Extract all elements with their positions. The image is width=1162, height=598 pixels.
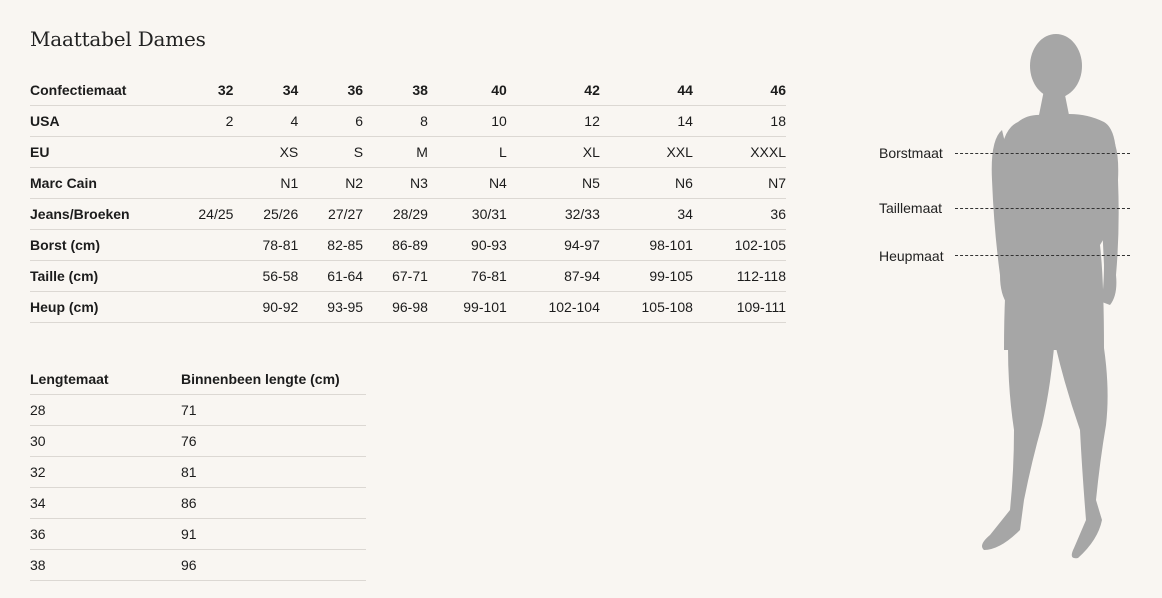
row-label: Taille (cm) xyxy=(30,261,170,292)
table-cell: 6 xyxy=(298,106,363,137)
hip-dashed-line xyxy=(955,255,1130,256)
table-cell: 2 xyxy=(170,106,233,137)
table-cell: XL xyxy=(507,137,600,168)
silhouette-shape xyxy=(982,34,1119,558)
table-header-row xyxy=(30,364,366,395)
page-title: Maattabel Dames xyxy=(30,27,206,51)
table-cell: 102-105 xyxy=(693,230,786,261)
table-cell: 61-64 xyxy=(298,261,363,292)
header-cell: Lengtemaat xyxy=(30,364,181,395)
table-row xyxy=(30,457,366,488)
header-cell: 42 xyxy=(507,75,600,106)
table-cell xyxy=(170,230,233,261)
length-table xyxy=(30,364,366,581)
header-label: Confectiemaat xyxy=(30,75,170,106)
header-cell: 34 xyxy=(233,75,298,106)
table-row xyxy=(30,230,786,261)
table-cell: 90-92 xyxy=(233,292,298,323)
table-row xyxy=(30,137,786,168)
table-cell: N3 xyxy=(363,168,428,199)
table-cell xyxy=(170,168,233,199)
table-cell: 36 xyxy=(693,199,786,230)
hip-label: Heupmaat xyxy=(879,248,944,264)
table-cell: 18 xyxy=(693,106,786,137)
table-cell: 34 xyxy=(600,199,693,230)
bust-dashed-line xyxy=(955,153,1130,154)
table-cell: 82-85 xyxy=(298,230,363,261)
table-cell: 24/25 xyxy=(170,199,233,230)
waist-label: Taillemaat xyxy=(879,200,943,216)
table-row xyxy=(30,519,366,550)
header-cell: 38 xyxy=(363,75,428,106)
table-cell: 14 xyxy=(600,106,693,137)
row-label: USA xyxy=(30,106,170,137)
table-cell: 86 xyxy=(181,488,366,519)
table-row xyxy=(30,292,786,323)
table-cell: N1 xyxy=(233,168,298,199)
table-cell: 76-81 xyxy=(428,261,507,292)
table-cell: 10 xyxy=(428,106,507,137)
table-cell: 67-71 xyxy=(363,261,428,292)
table-cell: 28/29 xyxy=(363,199,428,230)
table-row xyxy=(30,395,366,426)
table-row xyxy=(30,168,786,199)
row-label: Marc Cain xyxy=(30,168,170,199)
table-cell: 36 xyxy=(30,519,181,550)
table-cell: N5 xyxy=(507,168,600,199)
table-cell: N2 xyxy=(298,168,363,199)
table-row xyxy=(30,488,366,519)
table-cell: 96 xyxy=(181,550,366,581)
bust-label: Borstmaat xyxy=(879,145,943,161)
table-cell: 32 xyxy=(30,457,181,488)
table-row xyxy=(30,550,366,581)
row-label: EU xyxy=(30,137,170,168)
header-cell: 46 xyxy=(693,75,786,106)
table-cell: 38 xyxy=(30,550,181,581)
table-cell: 56-58 xyxy=(233,261,298,292)
table-row xyxy=(30,261,786,292)
row-label: Heup (cm) xyxy=(30,292,170,323)
table-cell: 8 xyxy=(363,106,428,137)
table-cell: XS xyxy=(233,137,298,168)
table-cell: 28 xyxy=(30,395,181,426)
header-cell: 36 xyxy=(298,75,363,106)
table-cell: 99-105 xyxy=(600,261,693,292)
table-row xyxy=(30,106,786,137)
table-cell: 102-104 xyxy=(507,292,600,323)
table-cell: 30 xyxy=(30,426,181,457)
table-cell: 94-97 xyxy=(507,230,600,261)
table-cell: 105-108 xyxy=(600,292,693,323)
size-table xyxy=(30,75,786,323)
table-cell: 78-81 xyxy=(233,230,298,261)
table-cell: 25/26 xyxy=(233,199,298,230)
table-cell: L xyxy=(428,137,507,168)
table-cell: M xyxy=(363,137,428,168)
table-cell: 30/31 xyxy=(428,199,507,230)
table-cell: 109-111 xyxy=(693,292,786,323)
table-cell xyxy=(170,292,233,323)
table-cell: XXXL xyxy=(693,137,786,168)
table-cell: 91 xyxy=(181,519,366,550)
row-label: Jeans/Broeken xyxy=(30,199,170,230)
table-cell: 81 xyxy=(181,457,366,488)
header-cell: 32 xyxy=(170,75,233,106)
table-cell: 12 xyxy=(507,106,600,137)
table-cell: N7 xyxy=(693,168,786,199)
table-cell: 4 xyxy=(233,106,298,137)
table-cell: S xyxy=(298,137,363,168)
row-label: Borst (cm) xyxy=(30,230,170,261)
table-cell: 87-94 xyxy=(507,261,600,292)
table-cell: 27/27 xyxy=(298,199,363,230)
table-cell: 93-95 xyxy=(298,292,363,323)
table-cell: 112-118 xyxy=(693,261,786,292)
table-cell: 32/33 xyxy=(507,199,600,230)
table-cell: 99-101 xyxy=(428,292,507,323)
table-cell xyxy=(170,137,233,168)
table-cell: 71 xyxy=(181,395,366,426)
waist-dashed-line xyxy=(955,208,1130,209)
header-cell: Binnenbeen lengte (cm) xyxy=(181,364,366,395)
table-cell: 98-101 xyxy=(600,230,693,261)
table-row xyxy=(30,426,366,457)
table-cell: N6 xyxy=(600,168,693,199)
table-cell xyxy=(170,261,233,292)
table-cell: XXL xyxy=(600,137,693,168)
table-header-row xyxy=(30,75,786,106)
table-cell: 90-93 xyxy=(428,230,507,261)
table-cell: N4 xyxy=(428,168,507,199)
woman-silhouette-figure xyxy=(970,30,1130,560)
table-cell: 86-89 xyxy=(363,230,428,261)
table-cell: 34 xyxy=(30,488,181,519)
header-cell: 44 xyxy=(600,75,693,106)
table-cell: 96-98 xyxy=(363,292,428,323)
table-cell: 76 xyxy=(181,426,366,457)
table-row xyxy=(30,199,786,230)
header-cell: 40 xyxy=(428,75,507,106)
